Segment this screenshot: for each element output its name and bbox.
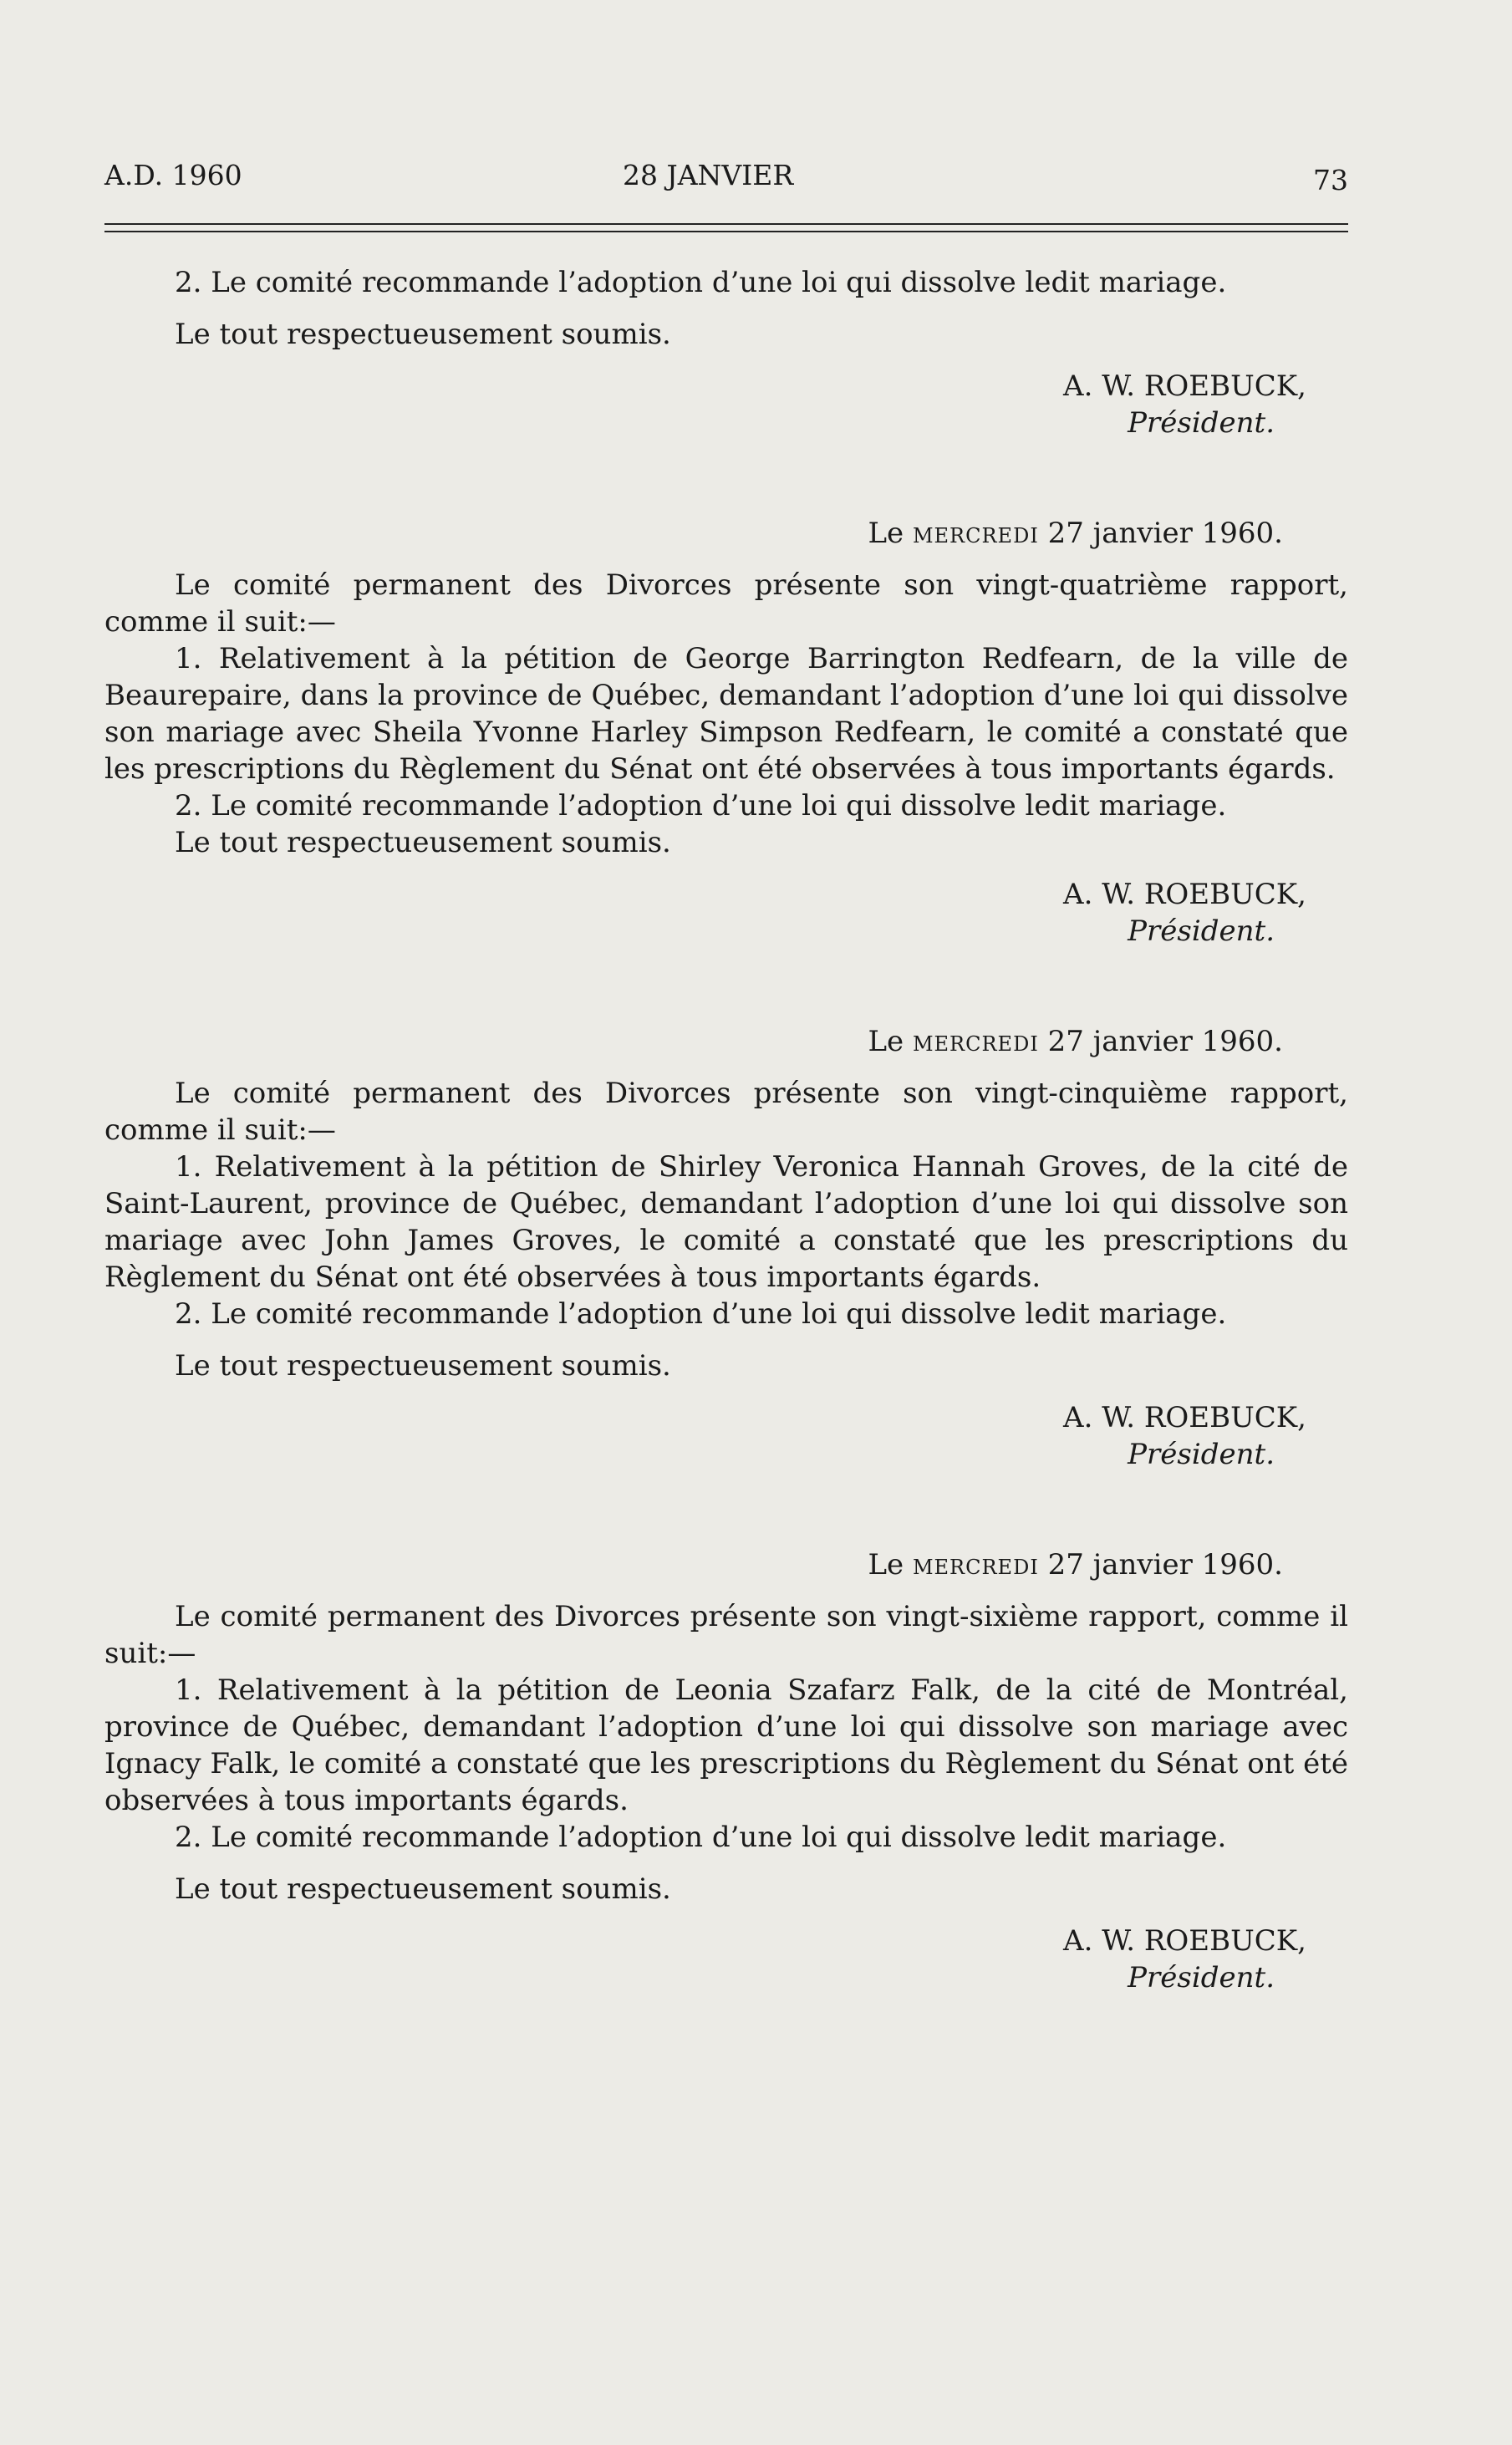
report26-date [104,1546,1283,1583]
report24-date-day: mercredi [912,517,1039,550]
report25-paragraph-2: 2. Le comité recommande l’adoption d’une loi qui dissolve ledit mariage. [175,1297,1227,1331]
header-year: A.D. 1960 [104,159,242,191]
report26-signature-title: Président. [1128,1961,1275,1994]
report26-date-rest: 27 janvier 1960. [1047,1548,1283,1582]
report26-paragraph-2: 2. Le comité recommande l’adoption d’une loi qui dissolve ledit mariage. [175,1821,1227,1854]
header-rule-bottom [104,231,1348,232]
report24-signature-name: A. W. ROEBUCK, [1063,878,1306,911]
block0-paragraph-2: 2. Le comité recommande l’adoption d’une loi qui dissolve ledit mariage. [175,266,1227,299]
header-date: 28 JANVIER [623,159,794,191]
report25-date-rest: 27 janvier 1960. [1047,1025,1283,1058]
report24-intro: Le comité permanent des Divorces présente son vingt-quatrième rapport, comme il suit:— [104,568,1348,639]
report25-closing: Le tout respectueusement soumis. [175,1349,671,1383]
report24-paragraph-2: 2. Le comité recommande l’adoption d’une loi qui dissolve ledit mariage. [175,789,1227,823]
report25-signature-title: Président. [1128,1438,1275,1471]
report24-paragraph-1: 1. Relativement à la pétition de George Barrington Redfearn, de la ville de Beaurepaire, dans la province de Québec, demandant l’adoption d’une loi qui dissolve son mariage avec Sheila Yvonne Harley Simpson Redfearn, le comité a constaté que les prescriptions du Règlement du Sénat ont été observées à tous importants égards. [104,642,1348,786]
report26-date-day: mercredi [912,1548,1039,1582]
block0-signature-name: A. W. ROEBUCK, [1063,369,1306,403]
report26-intro: Le comité permanent des Divorces présente son vingt-sixième rapport, comme il suit:— [104,1600,1348,1670]
report26-signature-name: A. W. ROEBUCK, [1063,1924,1306,1958]
report25-signature-name: A. W. ROEBUCK, [1063,1401,1306,1434]
report26-closing: Le tout respectueusement soumis. [175,1872,671,1906]
page-body [104,264,1348,1996]
report25-date-day: mercredi [912,1025,1039,1058]
report24-signature-title: Président. [1128,914,1275,948]
report25-intro: Le comité permanent des Divorces présente son vingt-cinquième rapport, comme il suit:— [104,1077,1348,1147]
page-number: 73 [1313,164,1348,196]
header-rule-top [104,223,1348,225]
report26-paragraph-1: 1. Relativement à la pétition de Leonia Szafarz Falk, de la cité de Montréal, province de Québec, demandant l’adoption d’une loi qui dissolve son mariage avec Ignacy Falk, le comité a constaté que les prescriptions du Règlement du Sénat ont été observées à tous importants égards. [104,1673,1349,1817]
report26-date-le: Le [868,1548,904,1582]
block0-signature-title: Président. [1128,406,1275,440]
report24-closing: Le tout respectueusement soumis. [175,826,671,859]
block0-closing: Le tout respectueusement soumis. [175,318,671,351]
report25-date [104,1023,1283,1060]
report24-date-le: Le [868,517,904,550]
page-header [104,159,1348,201]
report25-paragraph-1: 1. Relativement à la pétition de Shirley Veronica Hannah Groves, de la cité de Saint-Laurent, province de Québec, demandant l’adoption d’une loi qui dissolve son mariage avec John James Groves, le comité a constaté que les prescriptions du Règlement du Sénat ont été observées à tous importants égards. [104,1150,1348,1294]
report24-date [104,515,1283,552]
report25-date-le: Le [868,1025,904,1058]
report24-date-rest: 27 janvier 1960. [1047,517,1283,550]
